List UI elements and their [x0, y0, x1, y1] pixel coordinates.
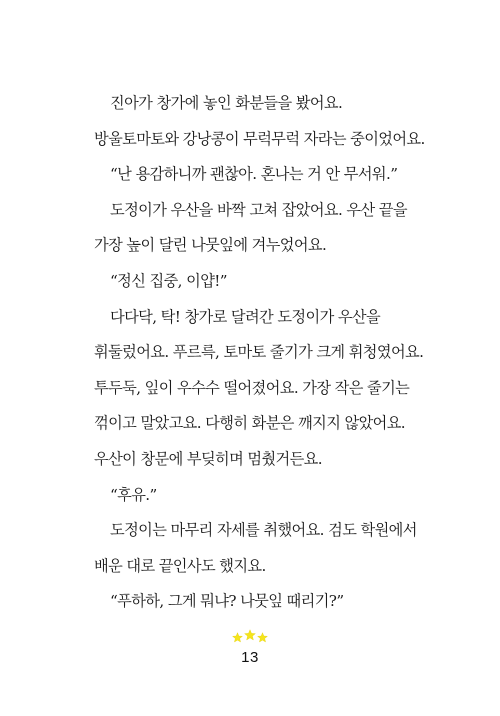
star-icon	[257, 632, 268, 643]
dialogue-focus: “정신 집중, 이얍!”	[110, 271, 227, 290]
paragraph-swing: 다다닥, 탁! 창가로 달려간 도정이가 우산을 휘둘렀어요. 푸르륵, 토마토 줄기가 크게 휘청였어요. 투두둑, 잎이 우수수 떨어졌어요. 가장 작은 줄기는 꺾이고 말았고요. 다행히 화분은 깨지지 않았어요. 우산이 창문에 부딪히며 멈췄거든요.	[94, 307, 424, 468]
star-icon	[244, 629, 256, 641]
dialogue-phew: “후유.”	[110, 485, 157, 504]
dialogue-brave: “난 용감하니까 괜찮아. 혼나는 거 안 무서워.”	[110, 165, 398, 184]
three-yellow-stars-icon	[0, 629, 500, 643]
page-footer	[0, 629, 500, 666]
paragraph-window-pots: 진아가 창가에 놓인 화분들을 봤어요. 방울토마토와 강낭콩이 무럭무럭 자라는 중이었어요.	[94, 94, 425, 148]
paragraph-finish-pose: 도정이는 마무리 자세를 취했어요. 검도 학원에서 배운 대로 끝인사도 했지요.	[94, 521, 417, 575]
paragraph-umbrella-grip: 도정이가 우산을 바짝 고쳐 잡았어요. 우산 끝을 가장 높이 달린 나뭇잎에 겨누었어요.	[94, 200, 407, 255]
star-icon	[232, 632, 243, 643]
story-text	[94, 86, 430, 620]
page-number: 13	[241, 649, 259, 666]
dialogue-laugh: “푸하하, 그게 뭐냐? 나뭇잎 때리기?”	[110, 592, 344, 611]
